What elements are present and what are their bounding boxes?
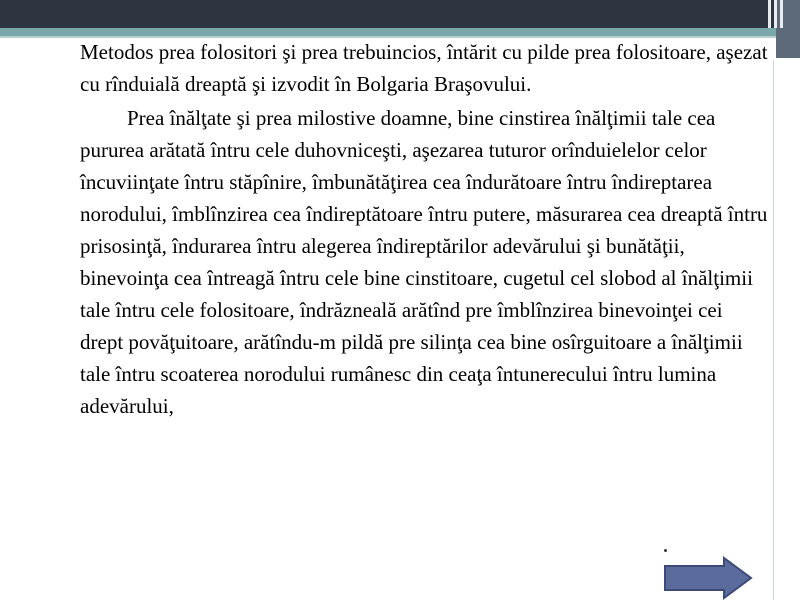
corner-stripe [774, 0, 777, 28]
header-accent-strip [0, 28, 800, 36]
arrow-right-icon [662, 556, 754, 600]
header-band [0, 0, 800, 28]
right-margin-rule [773, 60, 774, 600]
next-slide-button[interactable] [662, 556, 754, 600]
body-paragraph: Prea înălţate şi prea milostive doamne, bine cinstirea înălţimii tale cea pururea arătată întru cele duhovniceşti, aşezarea tuturor orînduielelor celor încuviinţate întru stăpînire, îmbunătăţirea cea îndurătoare întru îndireptarea norodului, îmblînzirea cea îndireptătoare întru putere, măsurarea cea dreaptă întru prisosinţă, îndurarea întru alegerea îndireptărilor adevărului şi bunătăţii, binevoinţa cea întreagă întru cele bine cinstitoare, cugetul cel slobod al înălţimii tale întru cele folositoare, îndrăzneală arătînd pre îmblînzirea binevoinţei cei drept povăţuitoare, arătîndu-m pildă pre silinţa cea bine osîrguitoare a înălţimii tale întru scoaterea norodului rumânesc din ceaţa întunerecului întru lumina adevărului, [80, 106, 768, 418]
small-dot-marker [664, 549, 667, 552]
slide-content [80, 36, 770, 422]
title-paragraph: Metodos prea folositori şi prea trebuincios, întărit cu pilde prea folositoare, aşezat cu rînduială dreaptă şi izvodit în Bolgaria Braşovului. [80, 40, 768, 96]
corner-stripe [780, 0, 783, 28]
corner-stripe [768, 0, 771, 28]
